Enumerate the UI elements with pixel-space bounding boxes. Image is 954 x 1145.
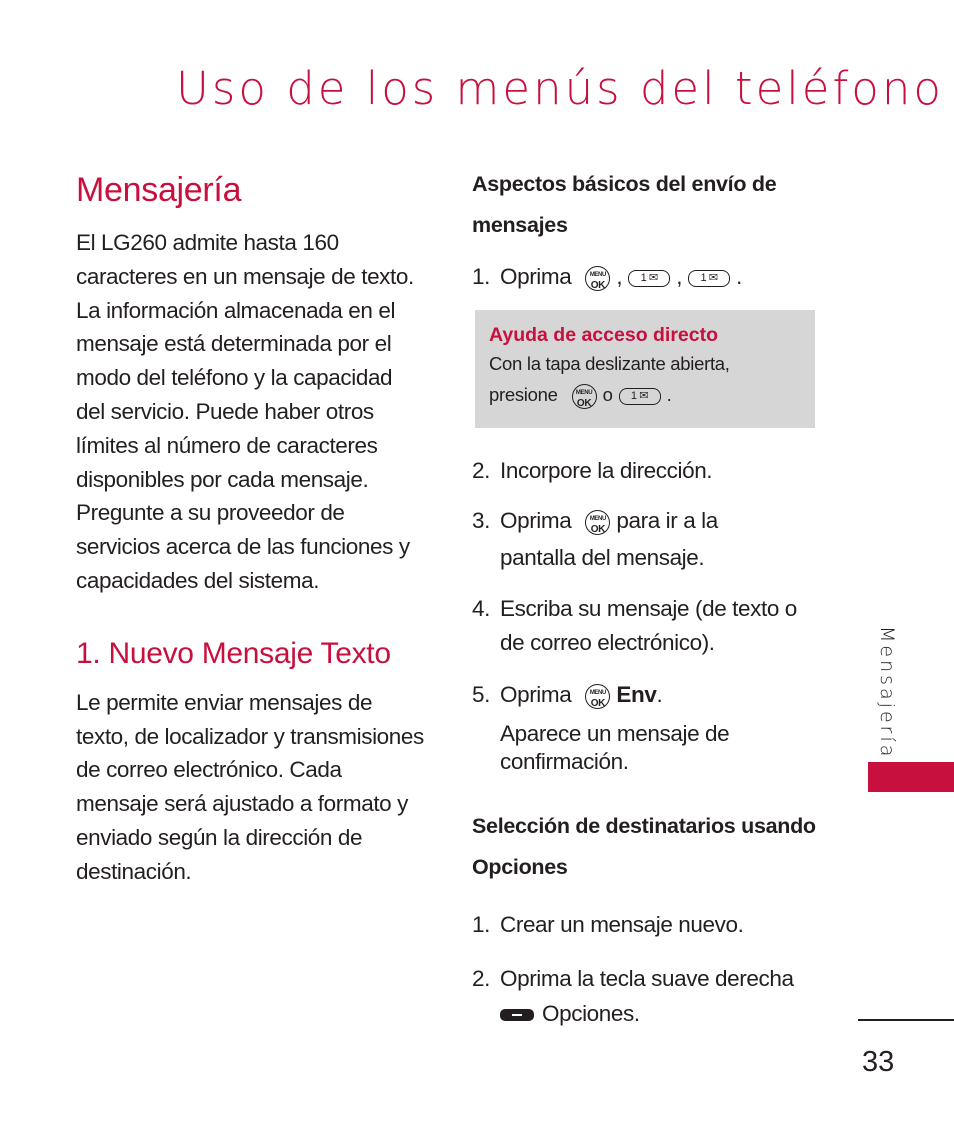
menu-ok-key-icon: MENU OK [585,510,610,535]
recipients-heading: Selección de destinatarios usando Opciones [472,814,816,879]
step-2: 2. Incorpore la dirección. [472,458,713,483]
left-column [76,168,426,889]
page-title: Uso de los menús del teléfono [176,62,944,115]
env-label: Env [616,682,657,707]
comma: , [676,264,683,289]
page-number: 33 [862,1046,895,1078]
period: . [736,264,742,289]
recipient-step-2: 2. Oprima la tecla suave derecha [472,966,794,991]
step-3-continuation: pantalla del mensaje. [500,545,705,570]
section-heading-mensajeria: Mensajería [76,171,242,209]
shortcut-tip-box [475,310,815,428]
step-3: 3. Oprima MENU OK para ir a la [472,508,718,535]
subsection-paragraph: Le permite enviar mensajes de texto, de localizador y transmisiones de correo electrónico. Cada mensaje será ajustado a formato y enviado según la dirección de destinación. [76,689,424,884]
side-tab-label: Mensajería [876,626,898,760]
subsection-heading-nuevo-mensaje: 1. Nuevo Mensaje Texto [76,636,391,670]
key-1-envelope-icon: 1 ✉ [688,270,730,287]
intro-paragraph: El LG260 admite hasta 160 caracteres en un mensaje de texto. La información almacenada en el mensaje está determinada por el modo del teléfono y la capacidad del servicio. Puede haber otros límites al número de caracteres disponibles por cada mensaje. Pregunte a su proveedor de servicios acerca de las funciones y capacidades del sistema. [76,230,414,593]
menu-ok-key-icon: MENU OK [585,684,610,709]
recipient-step-2-continuation: Opciones. [472,1000,822,1028]
step-5: 5. Oprima MENU OK Env. [472,682,663,709]
step-number: 1. [472,264,490,289]
basics-heading: Aspectos básicos del envío de mensajes [472,172,777,237]
tip-line-1: Con la tapa deslizante abierta, [489,353,730,374]
menu-ok-key-icon: MENU OK [572,384,597,409]
step-text: Oprima [500,264,572,289]
tip-title: Ayuda de acceso directo [489,324,719,346]
footer-divider [858,1019,954,1021]
step-5-note: Aparece un mensaje de confirmación. [500,721,730,774]
tip-line-2: presione MENU OK o 1 ✉ . [489,384,672,409]
key-1-envelope-icon: 1 ✉ [619,388,661,405]
menu-ok-key-icon: MENU OK [585,266,610,291]
key-1-envelope-icon: 1 ✉ [628,270,670,287]
step-4: 4. Escriba su mensaje (de texto o de correo electrónico). [472,596,797,655]
right-column [472,164,822,1028]
step-1 [472,260,822,294]
comma: , [616,264,623,289]
right-soft-key-icon [500,1009,534,1021]
recipient-step-1: 1. Crear un mensaje nuevo. [472,912,744,937]
side-tab-marker [868,762,954,792]
